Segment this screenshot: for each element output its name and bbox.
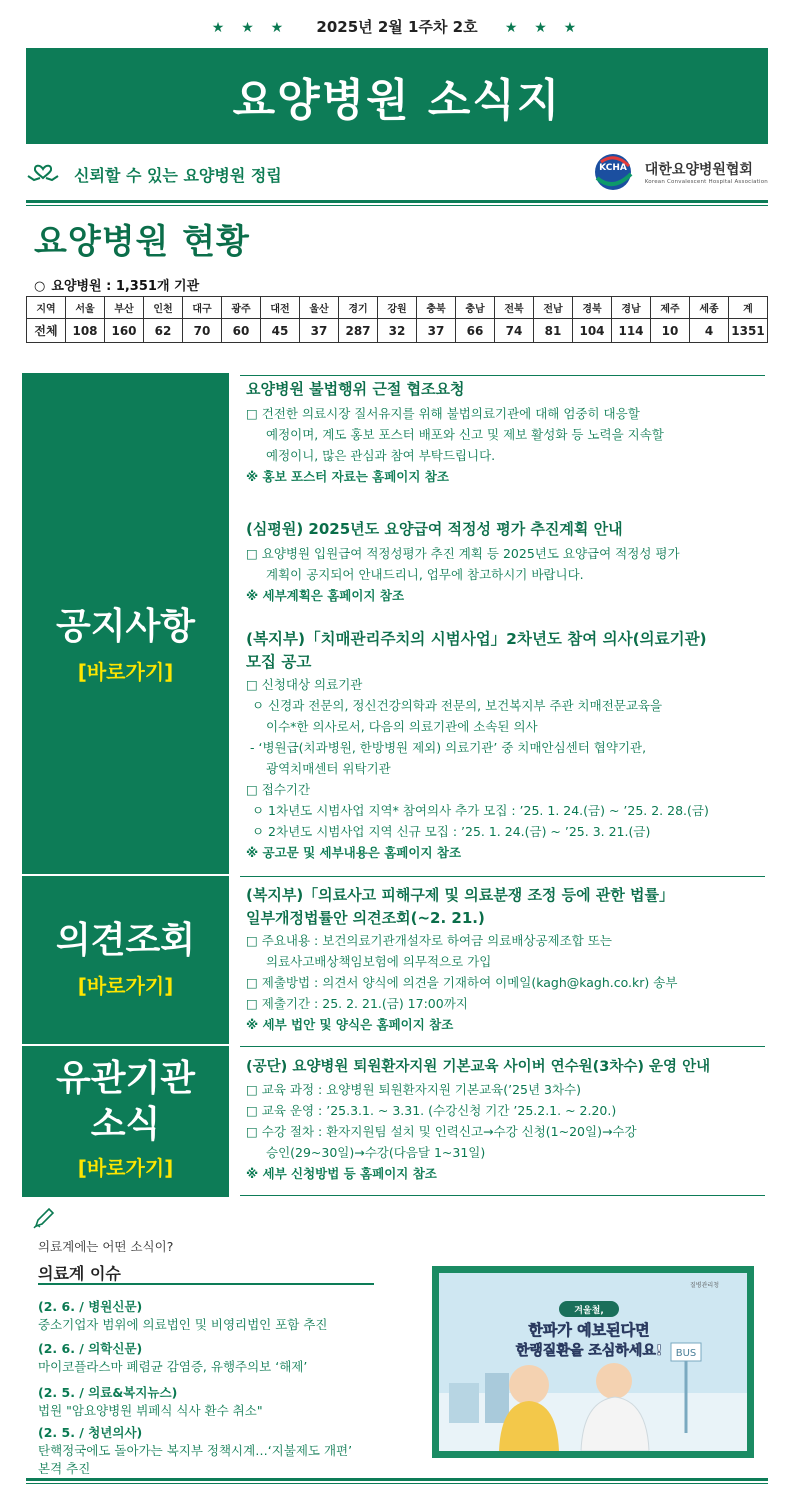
hospital-stats-table (26, 296, 768, 343)
table-header-cell: 인천 (144, 297, 183, 319)
notice-item-title[interactable]: (복지부)「치매관리주치의 시범사업」2차년도 참여 의사(의료기관) (246, 630, 707, 648)
opinion-label: 의견조회 (55, 920, 196, 961)
notice-category (22, 604, 229, 685)
table-cell: 37 (300, 319, 339, 343)
table-cell: 287 (339, 319, 378, 343)
opinion-item-text: □ 주요내용 : 보건의료기관개설자로 하여금 의료배상공제조합 또는 (246, 933, 612, 948)
poster-image (439, 1273, 747, 1451)
table-cell: 32 (378, 319, 417, 343)
opinion-category (22, 918, 229, 999)
agency-item-text: 승인(29~30일)→수강(다음달 1~31일) (266, 1145, 486, 1160)
news-date: (2. 5. / 의료&복지뉴스) (38, 1385, 178, 1400)
category-divider (22, 874, 229, 876)
opinion-item-title[interactable]: 일부개정법률안 의견조회(~2. 21.) (246, 909, 485, 927)
issues-question: 의료계에는 어떤 소식이? (38, 1239, 174, 1254)
notice-item-text: 광역치매센터 위탁기관 (266, 761, 391, 776)
notice-item-2 (246, 518, 768, 606)
notice-item-title[interactable]: 모집 공고 (246, 653, 312, 671)
opinion-item-text: □ 제출방법 : 의견서 양식에 의견을 기재하여 이메일(kagh@kagh.co.kr) 송부 (246, 975, 678, 990)
svg-text:질병관리청: 질병관리청 (690, 1282, 719, 1289)
table-header-cell: 경남 (612, 297, 651, 319)
news-headline[interactable]: 탄핵정국에도 돌아가는 복지부 정책시계…‘지불제도 개편’ (38, 1443, 353, 1458)
notice-item-text: ㅇ 1차년도 시범사업 지역* 참여의사 추가 모집 : ’25. 1. 24.(금) ~ ’25. 2. 28.(금) (252, 803, 709, 818)
table-cell: 74 (495, 319, 534, 343)
opinion-item-title[interactable]: (복지부)「의료사고 피해구제 및 의료분쟁 조정 등에 관한 법률」 (246, 886, 675, 904)
notice-item-note: ※ 공고문 및 세부내용은 홈페이지 참조 (246, 845, 462, 860)
star-icons-left: ★ ★ ★ (211, 20, 290, 36)
table-header-cell: 서울 (66, 297, 105, 319)
content-divider (240, 1046, 765, 1047)
notice-item-text: ㅇ 신경과 전문의, 정신건강의학과 전문의, 보건복지부 주관 치매전문교육을 (252, 698, 663, 713)
content-divider (240, 1195, 765, 1196)
news-item[interactable] (38, 1298, 418, 1334)
table-header-cell: 광주 (222, 297, 261, 319)
heart-hands-icon (26, 162, 60, 186)
opinion-link[interactable]: [바로가기] (77, 974, 174, 998)
news-headline[interactable]: 중소기업자 범위에 의료법인 및 비영리법인 포함 추진 (38, 1317, 328, 1332)
table-cell: 4 (690, 319, 729, 343)
table-header-cell: 충남 (456, 297, 495, 319)
agency-category (22, 1056, 229, 1181)
table-header-cell: 부산 (105, 297, 144, 319)
association-name: 대한요양병원협회 (644, 162, 753, 178)
notice-item-text: 예정이며, 계도 홍보 포스터 배포와 신고 및 제보 활성화 등 노력을 지속할 (266, 427, 664, 442)
pen-icon (32, 1206, 56, 1230)
table-cell: 70 (183, 319, 222, 343)
opinion-item (246, 884, 768, 1035)
agency-label-1: 유관기관 (55, 1058, 196, 1099)
notice-link[interactable]: [바로가기] (77, 660, 174, 684)
content-divider (240, 876, 765, 877)
agency-item-text: □ 수강 절차 : 환자지원팀 설치 및 인력신고→수강 신청(1~20일)→수강 (246, 1124, 637, 1139)
issues-divider (38, 1283, 374, 1285)
table-cell: 45 (261, 319, 300, 343)
notice-item-text: □ 건전한 의료시장 질서유지를 위해 불법의료기관에 대해 엄중히 대응할 (246, 406, 640, 421)
table-cell: 60 (222, 319, 261, 343)
table-cell: 62 (144, 319, 183, 343)
notice-item-title[interactable]: (심평원) 2025년도 요양급여 적정성 평가 추진계획 안내 (246, 520, 623, 538)
svg-text:한랭질환을 조심하세요!: 한랭질환을 조심하세요! (515, 1343, 663, 1359)
table-cell: 160 (105, 319, 144, 343)
hospital-count: ○ 요양병원 : 1,351개 기관 (34, 279, 200, 294)
cold-weather-poster[interactable] (432, 1266, 754, 1458)
notice-item-text: - ‘병원급(치과병원, 한방병원 제외) 의료기관’ 중 치매안심센터 협약기관, (250, 740, 647, 755)
agency-item-text: □ 교육 과정 : 요양병원 퇴원환자지원 기본교육(’25년 3차수) (246, 1082, 581, 1097)
kcha-logo-icon (593, 152, 639, 192)
star-icons-right: ★ ★ ★ (504, 20, 583, 36)
table-cell: 전체 (27, 319, 66, 343)
notice-item-text: □ 접수기간 (246, 782, 311, 797)
table-header-cell: 울산 (300, 297, 339, 319)
issue-number: 2025년 2월 1주차 2호 (316, 18, 478, 36)
newsletter-title: 요양병원 소식지 (232, 75, 562, 126)
association-name-en: Korean Convalescent Hospital Association (644, 179, 768, 185)
category-divider (22, 1044, 229, 1046)
table-cell: 81 (534, 319, 573, 343)
content-divider (240, 375, 765, 376)
association-logo (593, 152, 768, 192)
notice-item-note: ※ 세부계획은 홈페이지 참조 (246, 588, 405, 603)
svg-text:KCHA: KCHA (598, 163, 627, 173)
agency-label-2: 소식 (90, 1104, 161, 1145)
section-title-status: 요양병원 현황 (34, 222, 250, 262)
notice-item-text: 이수*한 의사로서, 다음의 의료기관에 소속된 의사 (266, 719, 538, 734)
news-date: (2. 6. / 병원신문) (38, 1299, 143, 1314)
news-item[interactable] (38, 1384, 418, 1420)
news-headline[interactable]: 법원 "암요양병원 뷔페식 식사 환수 취소" (38, 1403, 263, 1418)
news-headline-cont[interactable]: 본격 추진 (38, 1461, 91, 1476)
agency-item-text: □ 교육 운영 : ’25.3.1. ~ 3.31. (수강신청 기간 ’25.2.1. ~ 2.20.) (246, 1103, 617, 1118)
table-cell: 66 (456, 319, 495, 343)
table-header-cell: 세종 (690, 297, 729, 319)
table-cell: 114 (612, 319, 651, 343)
svg-text:겨울철,: 겨울철, (574, 1306, 604, 1316)
notice-item-text: 계획이 공지되어 안내드리니, 업무에 참고하시기 바랍니다. (266, 567, 584, 582)
svg-text:BUS: BUS (675, 1348, 697, 1359)
opinion-item-text: 의료사고배상책임보험에 의무적으로 가입 (266, 954, 492, 969)
table-header-cell: 강원 (378, 297, 417, 319)
slogan-row (26, 150, 768, 198)
table-cell: 1351 (729, 319, 768, 343)
news-date: (2. 6. / 의학신문) (38, 1341, 143, 1356)
notice-item-text: □ 요양병원 입원급여 적정성평가 추진 계획 등 2025년도 요양급여 적정성 평가 (246, 546, 680, 561)
issue-line (0, 16, 794, 37)
table-cell: 108 (66, 319, 105, 343)
opinion-item-note: ※ 세부 법안 및 양식은 홈페이지 참조 (246, 1017, 454, 1032)
news-headline[interactable]: 마이코플라스마 폐렴균 감염증, 유행주의보 ‘해제’ (38, 1359, 308, 1374)
svg-text:한파가 예보된다면: 한파가 예보된다면 (528, 1321, 650, 1339)
agency-item-title[interactable]: (공단) 요양병원 퇴원환자지원 기본교육 사이버 연수원(3차수) 운영 안내 (246, 1059, 711, 1075)
notice-item-text: 예정이니, 많은 관심과 참여 부탁드립니다. (266, 448, 496, 463)
table-header-cell: 대전 (261, 297, 300, 319)
table-header-row (27, 297, 768, 319)
table-header-cell: 충북 (417, 297, 456, 319)
notice-item-text: □ 신청대상 의료기관 (246, 677, 363, 692)
footer-divider (26, 1478, 768, 1484)
table-header-cell: 전북 (495, 297, 534, 319)
table-cell: 37 (417, 319, 456, 343)
news-item[interactable] (38, 1424, 418, 1478)
notice-item-text: ㅇ 2차년도 시범사업 지역 신규 모집 : ’25. 1. 24.(금) ~ ’25. 3. 21.(금) (252, 824, 651, 839)
issues-title: 의료계 이슈 (38, 1264, 121, 1283)
notice-item-title[interactable]: 요양병원 불법행위 근절 협조요청 (246, 380, 465, 398)
title-banner (26, 48, 768, 144)
slogan: 신뢰할 수 있는 요양병원 정립 (74, 165, 282, 185)
table-header-cell: 경기 (339, 297, 378, 319)
notice-item-1 (246, 378, 768, 487)
table-cell: 10 (651, 319, 690, 343)
header-divider (26, 200, 768, 206)
agency-link[interactable]: [바로가기] (77, 1156, 174, 1180)
table-header-cell: 대구 (183, 297, 222, 319)
notice-item-note: ※ 홍보 포스터 자료는 홈페이지 참조 (246, 469, 449, 484)
agency-item-note: ※ 세부 신청방법 등 홈페이지 참조 (246, 1166, 437, 1181)
table-header-cell: 경북 (573, 297, 612, 319)
table-header-cell: 지역 (27, 297, 66, 319)
opinion-item-text: □ 제출기간 : 25. 2. 21.(금) 17:00까지 (246, 996, 468, 1011)
table-header-cell: 제주 (651, 297, 690, 319)
notice-item-3 (246, 628, 768, 863)
agency-item (246, 1056, 768, 1184)
table-cell: 104 (573, 319, 612, 343)
poster-illustration (439, 1273, 747, 1451)
table-row (27, 319, 768, 343)
news-item[interactable] (38, 1340, 418, 1376)
news-date: (2. 5. / 청년의사) (38, 1425, 143, 1440)
table-header-cell: 전남 (534, 297, 573, 319)
table-header-cell: 계 (729, 297, 768, 319)
notice-label: 공지사항 (55, 606, 196, 647)
